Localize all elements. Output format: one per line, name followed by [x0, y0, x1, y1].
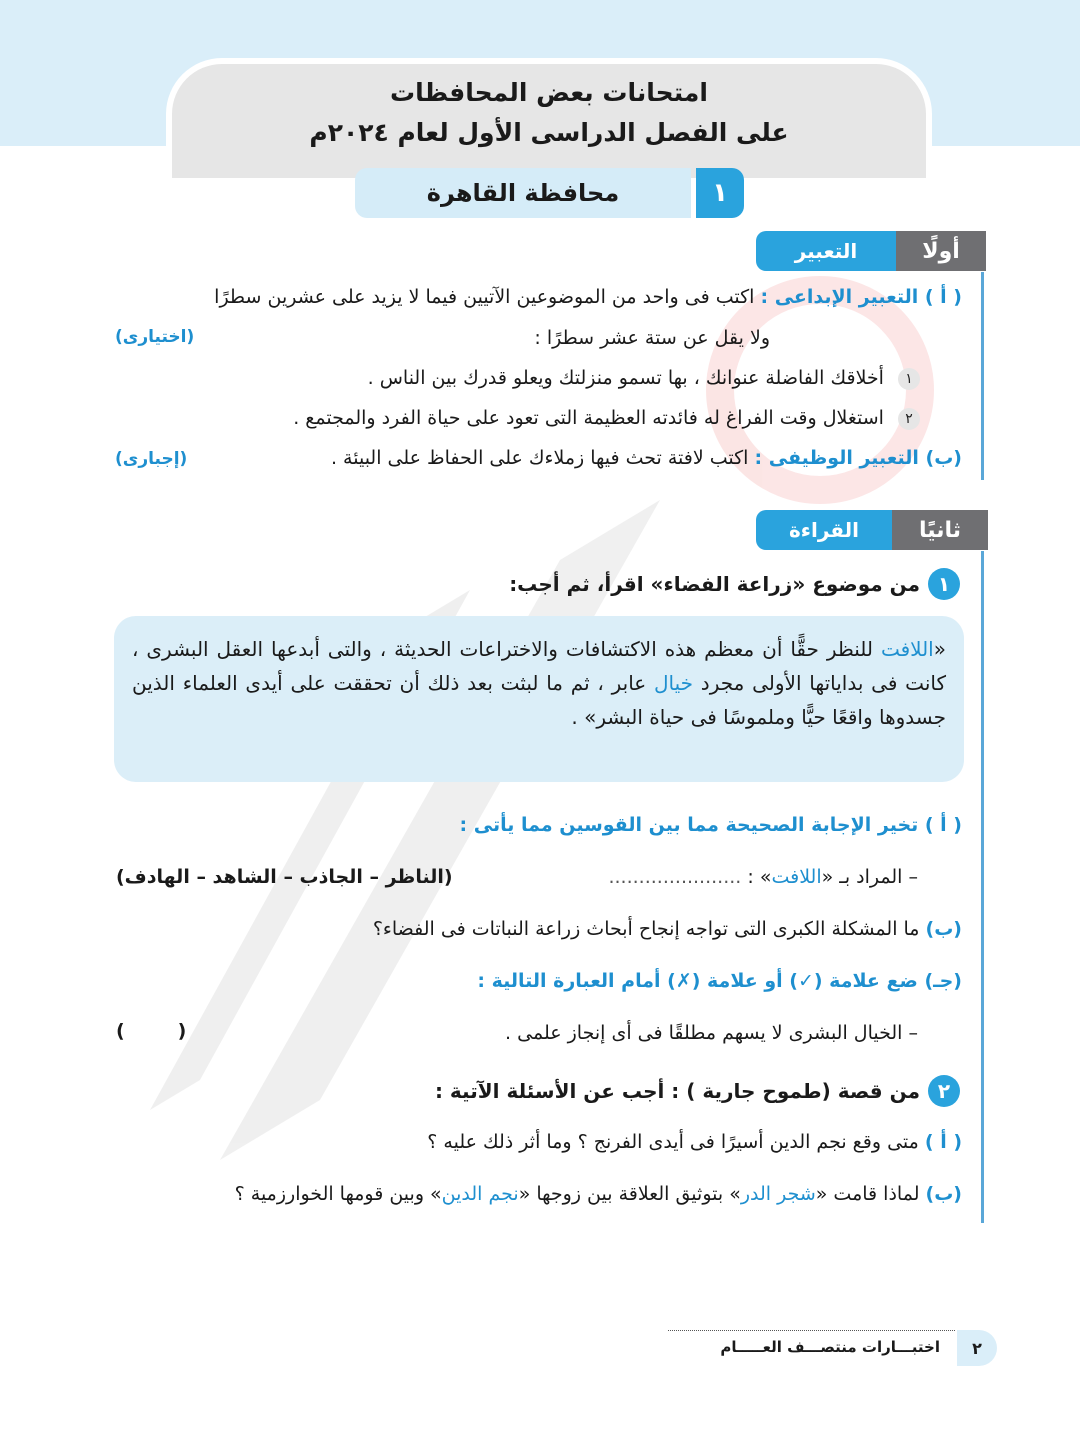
section-rule: [981, 272, 984, 480]
q1-a-stem: – المراد بـ «اللافت» : ......................: [608, 866, 918, 888]
exam-header: [166, 58, 932, 178]
topic-number: ٢: [898, 408, 920, 430]
section-name: القراءة: [756, 510, 892, 550]
governorate-number: ١: [696, 168, 744, 218]
question-title: من قصة (طموح جارية ) : أجب عن الأسئلة الآتية :: [434, 1079, 920, 1103]
question-number-badge: ٢: [928, 1075, 960, 1107]
topic-text: استغلال وقت الفراغ له فائدته العظيمة التى تعود على حياة الفرد والمجتمع .: [293, 407, 884, 429]
part-a-line: [214, 286, 962, 308]
part-b-text: اكتب لافتة تحث فيها زملاءك على الحفاظ على البيئة .: [330, 447, 749, 469]
highlight-word: خيال: [654, 671, 694, 695]
topic-number: ١: [898, 368, 920, 390]
topic-item: [368, 367, 920, 390]
question-number-badge: ١: [928, 568, 960, 600]
topic-item: [293, 407, 920, 430]
section-order: ثانيًا: [892, 510, 988, 550]
part-a-label: ( أ ) التعبير الإبداعى :: [760, 286, 962, 308]
section-expression-header: [756, 231, 986, 271]
answer-blank[interactable]: ......................: [608, 866, 742, 888]
q1-c-statement: – الخيال البشرى لا يسهم مطلقًا فى أى إنجاز علمى .: [505, 1022, 918, 1044]
footer-title: اختبـــارات منتصـــف العـــــام: [720, 1338, 940, 1356]
highlight-word: اللافت: [880, 637, 934, 661]
q1-b-label: (ب): [925, 918, 962, 940]
q1-a-choices: (الناظر – الجاذب – الشاهد – الهادف): [116, 866, 453, 888]
mandatory-tag: (إجبارى): [115, 449, 188, 469]
q2-b-label: (ب): [925, 1183, 962, 1205]
passage-text: «اللافت للنظر حقًّا أن معظم هذه الاكتشافات والاختراعات الحديثة ، والتى أبدعها العقل البشرى ، كانت فى بداياتها الأولى مجرد خيال عابر ، ثم ما لبثت بعد ذلك أن تحققت على أيدى العلماء الذين جسدوها واقعًا حيًّا وملموسًا فى حياة البشر» .: [132, 637, 946, 729]
reading-passage: [114, 616, 964, 782]
governorate-title: محافظة القاهرة: [355, 168, 691, 218]
q1-a-label: ( أ ) تخير الإجابة الصحيحة مما بين القوسين مما يأتى :: [459, 814, 962, 836]
q1-b-text: ما المشكلة الكبرى التى تواجه إنجاح أبحاث زراعة النباتات فى الفضاء؟: [372, 918, 920, 940]
highlight-word: نجم الدين: [441, 1183, 519, 1205]
q2-a-line: [427, 1131, 962, 1153]
highlight-word: اللافت: [771, 866, 822, 888]
q2-a-text: متى وقع نجم الدين أسيرًا فى أيدى الفرنج ؟ وما أثر ذلك عليه ؟: [427, 1131, 919, 1153]
section-order: أولًا: [896, 231, 986, 271]
q2-a-label: ( أ ): [924, 1131, 962, 1153]
footer-rule: [668, 1330, 955, 1331]
highlight-word: شجر الدر: [740, 1183, 816, 1205]
part-b-label: (ب) التعبير الوظيفى :: [754, 447, 962, 469]
part-a-text: اكتب فى واحد من الموضوعين الآتيين فيما لا يزيد على عشرين سطرًا: [214, 286, 755, 308]
header-title-line1: امتحانات بعض المحافظات: [390, 78, 708, 107]
page-number: ٢: [957, 1330, 997, 1366]
header-title-line2: على الفصل الدراسى الأول لعام ٢٠٢٤م: [309, 118, 789, 147]
q2-b-line: (ب) لماذا قامت «شجر الدر» بتوثيق العلاقة بين زوجها «نجم الدين» وبين قومها الخوارزمية ؟: [234, 1183, 962, 1205]
optional-tag: (اختيارى): [115, 327, 195, 347]
part-a-line2: ولا يقل عن ستة عشر سطرًا :: [534, 327, 770, 349]
section-name: التعبير: [756, 231, 896, 271]
section-rule: [981, 551, 984, 1223]
q1-b-line: [373, 918, 962, 940]
part-b-line: [331, 447, 962, 469]
q1-c-label: (جـ) ضع علامة (✓) أو علامة (✗) أمام العبارة التالية :: [477, 970, 962, 992]
topic-text: أخلاقك الفاضلة عنوانك ، بها تسمو منزلتك ويعلو قدرك بين الناس .: [367, 367, 884, 389]
section-reading-header: [756, 510, 988, 550]
answer-brackets[interactable]: ( ): [116, 1020, 187, 1042]
question-title: من موضوع «زراعة الفضاء» اقرأ، ثم أجب:: [509, 572, 920, 596]
